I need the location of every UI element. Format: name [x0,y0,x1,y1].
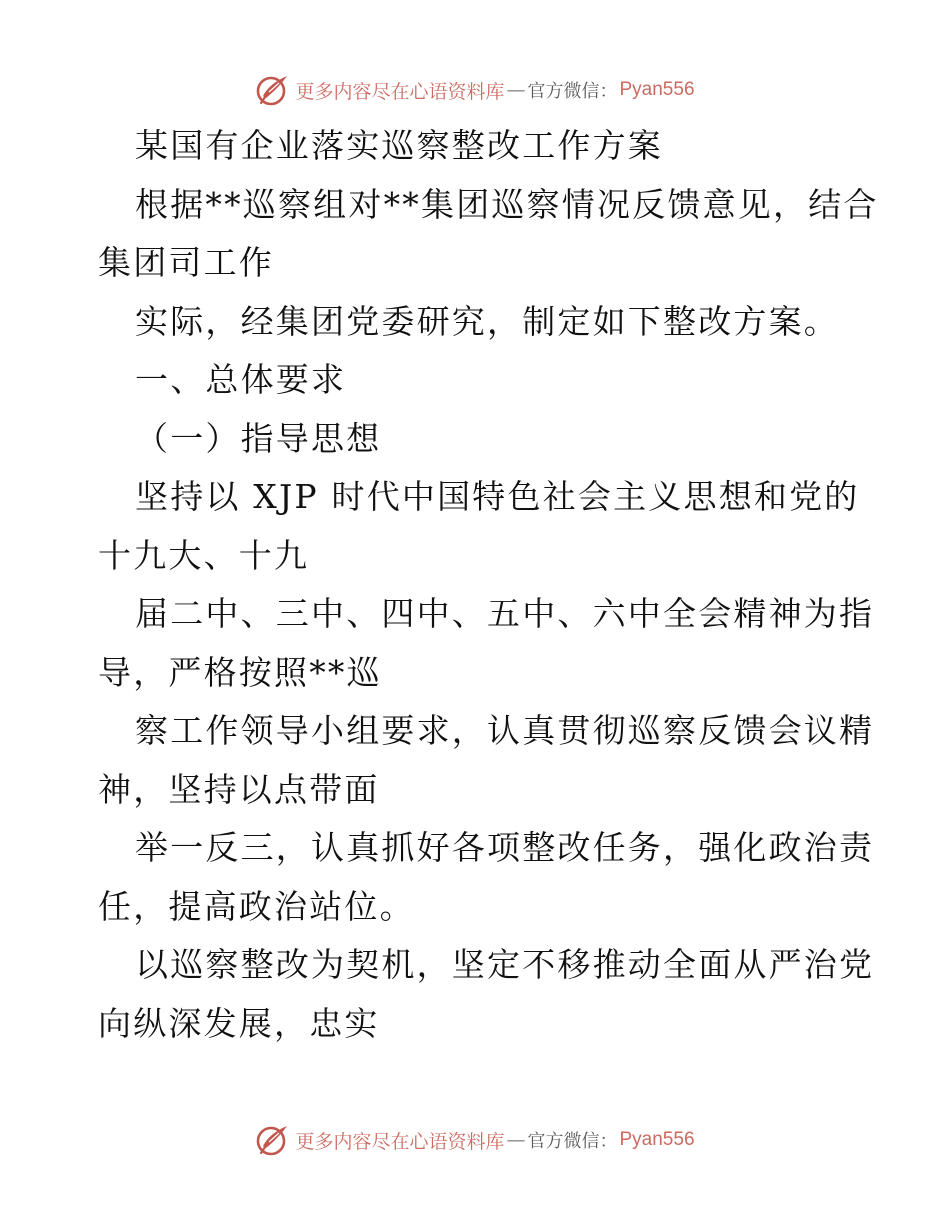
paragraph: 实际，经集团党委研究，制定如下整改方案。 [135,301,839,341]
footer-banner [0,1120,950,1160]
header-banner [0,70,950,110]
paragraph: 举一反三，认真抓好各项整改任务，强化政治责 任，提高政治站位。 [98,828,875,926]
doc-title: 某国有企业落实巡察整改工作方案 [135,126,663,165]
subsection-heading: （一）指导思想 [135,418,382,458]
banner-wechat-label: 官方微信： [527,81,618,102]
paragraph: 届二中、三中、四中、五中、六中全会精神为指 导，严格按照**巡 [98,594,875,692]
banner-wechat-id: Pyan556 [619,1129,695,1150]
document-body [98,117,879,1053]
banner-wechat-label: 官方微信： [527,1131,618,1152]
banner-wechat-id: Pyan556 [619,79,695,100]
quill-logo-icon [255,72,291,108]
paragraph: 察工作领导小组要求，认真贯彻巡察反馈会议精 神，坚持以点带面 [98,711,875,809]
paragraph: 以巡察整改为契机，坚定不移推动全面从严治党 向纵深发展，忠实 [98,945,875,1043]
banner-text: 更多内容尽在心语资料库 [295,1130,505,1153]
banner-dash: — [506,79,526,101]
banner-dash: — [506,1129,526,1151]
paragraph: 坚持以 XJP 时代中国特色社会主义思想和党的 十九大、十九 [98,477,860,575]
paragraph: 根据**巡察组对**集团巡察情况反馈意见，结合 集团司工作 [98,184,879,282]
quill-logo-icon [255,1122,291,1158]
section-heading: 一、总体要求 [135,360,347,399]
banner-text: 更多内容尽在心语资料库 [295,80,505,103]
